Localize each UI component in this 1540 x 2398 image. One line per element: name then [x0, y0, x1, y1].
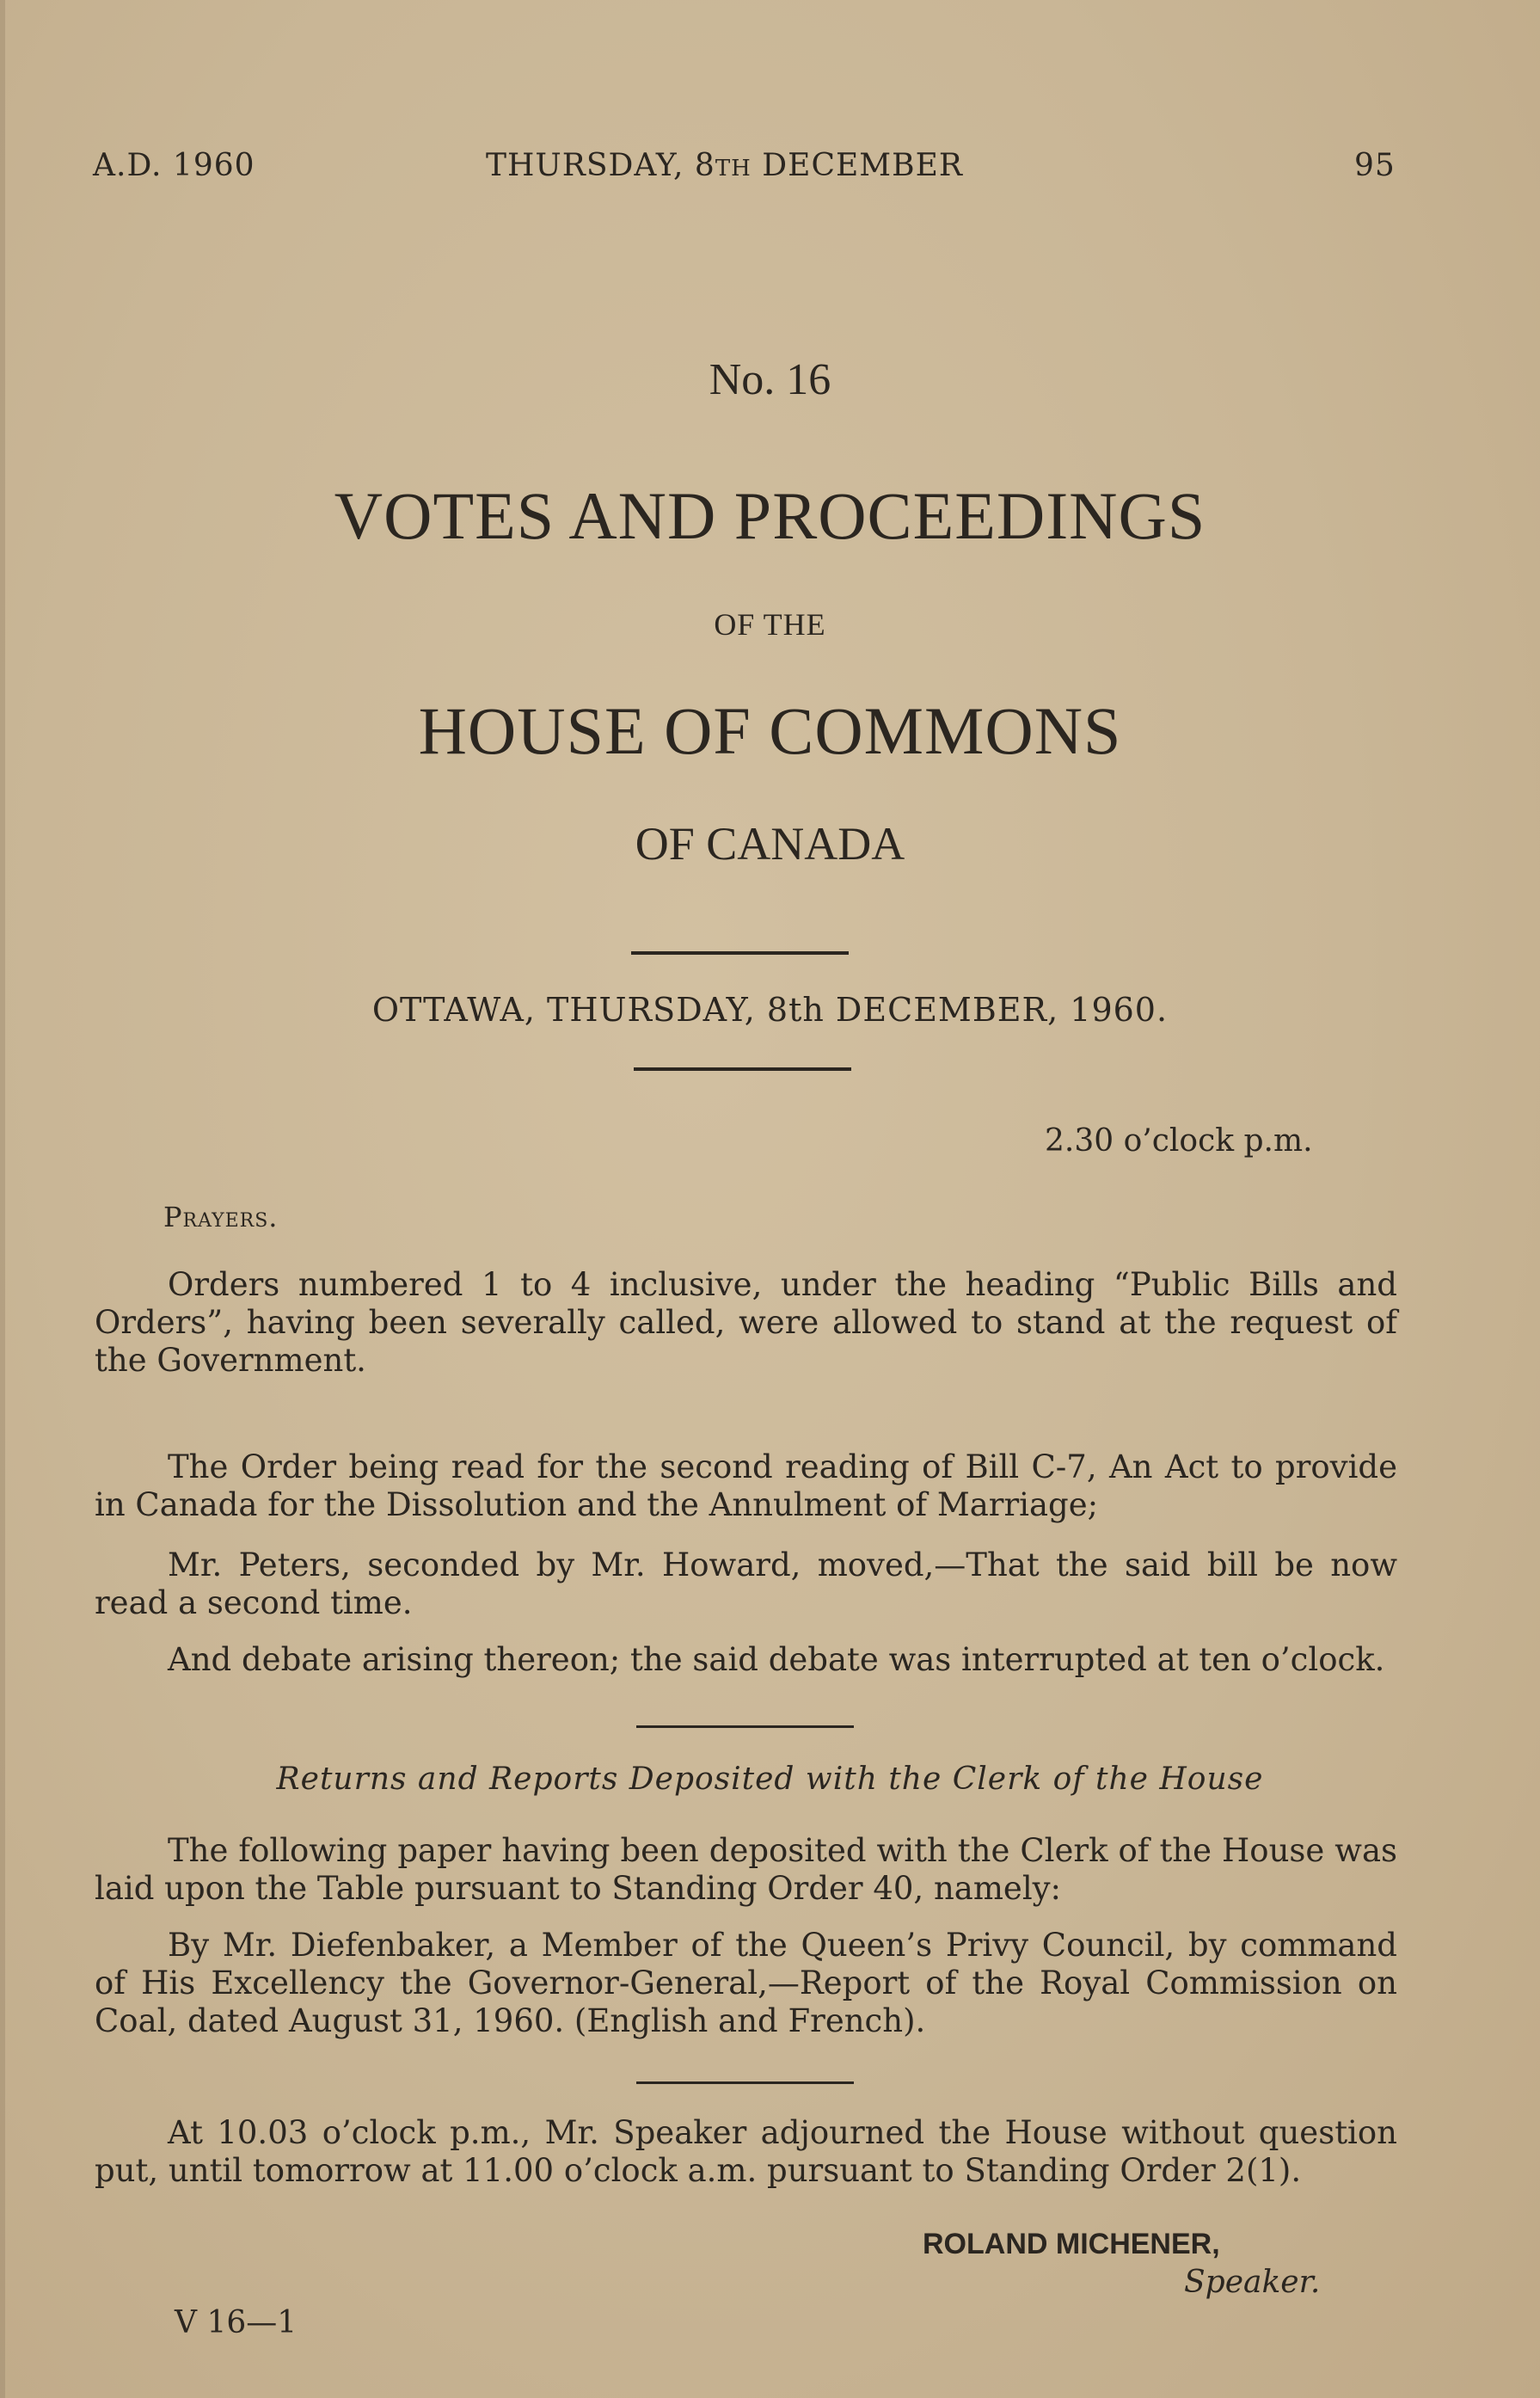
paragraph-motion: Mr. Peters, seconded by Mr. Howard, moved,—That the said bill be now read a second time.: [95, 1546, 1397, 1621]
divider-rule: [634, 1067, 851, 1071]
header-date-month: DECEMBER: [751, 148, 963, 183]
paragraph-orders: Orders numbered 1 to 4 inclusive, under the heading “Public Bills and Orders”, having been severally called, were allowed to stand at the request of the Government.: [95, 1266, 1397, 1379]
sitting-time: 2.30 o’clock p.m.: [1045, 1123, 1313, 1159]
divider-rule: [636, 1725, 854, 1728]
paragraph-report: By Mr. Diefenbaker, a Member of the Queen’s Privy Council, by command of His Excellency the Governor-General,—Report of the Royal Commission on Coal, dated August 31, 1960. (English and French).: [95, 1927, 1397, 2039]
title-of-canada: OF CANADA: [635, 818, 905, 870]
divider-rule: [636, 2081, 854, 2084]
dateline: OTTAWA, THURSDAY, 8th DECEMBER, 1960.: [371, 991, 1169, 1029]
paragraph-deposited: The following paper having been deposited with the Clerk of the House was laid upon the Table pursuant to Standing Order 40, namely:: [95, 1832, 1397, 1907]
header-date-day: THURSDAY, 8: [486, 148, 715, 183]
returns-heading: Returns and Reports Deposited with the Clerk of the House: [276, 1762, 1264, 1797]
title-house-of-commons: HOUSE OF COMMONS: [418, 693, 1122, 768]
divider-rule: [631, 951, 849, 955]
paragraph-bill-reading: The Order being read for the second reading of Bill C-7, An Act to provide in Canada for the Dissolution and the Annulment of Marriage;: [95, 1448, 1397, 1523]
signatory-role: Speaker.: [1184, 2265, 1321, 2300]
prayers-heading: Prayers.: [163, 1201, 279, 1233]
header-year: A.D. 1960: [93, 148, 255, 183]
footer-signature-mark: V 16—1: [175, 2305, 298, 2340]
paragraph-adjourned: At 10.03 o’clock p.m., Mr. Speaker adjourned the House without question put, until tomorrow at 11.00 o’clock a.m. pursuant to Standing Order 2(1).: [95, 2114, 1397, 2189]
issue-number: No. 16: [709, 355, 831, 404]
header-date-ordinal: TH: [715, 156, 752, 181]
signatory-name: ROLAND MICHENER,: [923, 2228, 1220, 2260]
title-votes-proceedings: VOTES AND PROCEEDINGS: [334, 478, 1206, 553]
title-of-the: OF THE: [714, 607, 826, 642]
header-page-number: 95: [1354, 148, 1396, 183]
header-date: [486, 148, 963, 183]
paragraph-debate: And debate arising thereon; the said debate was interrupted at ten o’clock.: [168, 1641, 1385, 1678]
